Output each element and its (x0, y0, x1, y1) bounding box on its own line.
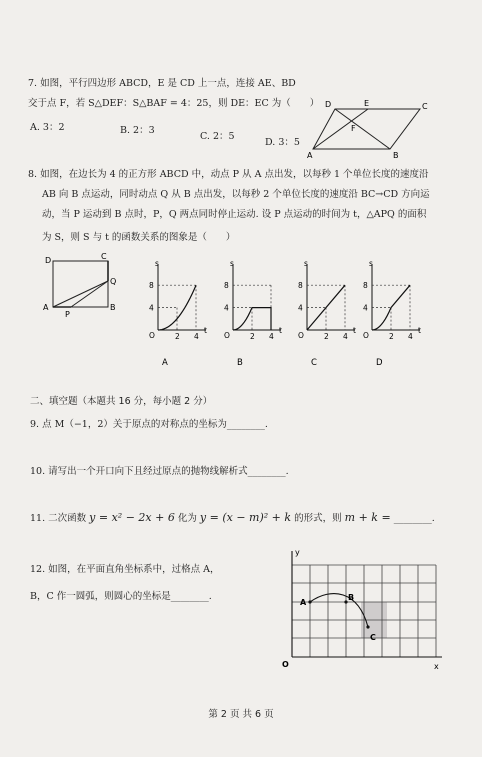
graph-axis-s: s (230, 260, 234, 268)
graph-tick-4: 4 (149, 303, 154, 313)
q7-line1: 7. 如图，平行四边形 ABCD，E 是 CD 上一点，连接 AE、BD (28, 78, 296, 89)
q8-line1: 8. 如图，在边长为 4 的正方形 ABCD 中，动点 P 从 A 点出发，以每秒 1 个单位长度的速度沿 (28, 169, 429, 180)
graph-tick-8: 8 (363, 281, 368, 291)
q8-graph-b (213, 260, 285, 372)
q8-line4: 为 S，则 S 与 t 的函数关系的图象是（ ） (42, 232, 236, 243)
q11-post: 的形式，则 (294, 513, 342, 524)
q8-line3: 动，当 P 运动到 B 点时，P，Q 两点同时停止运动. 设 P 点运动的时间为 t，△APQ 的面积 (42, 209, 427, 220)
q12-label-a: A (300, 598, 307, 607)
page-footer: 第 2 页 共 6 页 (208, 709, 274, 720)
graph-axis-t: t (353, 326, 356, 335)
q7-option-c: C. 2：5 (200, 131, 235, 142)
q12-label-o: O (282, 660, 289, 669)
graph-option-label: B (237, 358, 243, 368)
q11-mid: 化为 (177, 513, 197, 524)
q12-label-c: C (370, 633, 376, 642)
q7-line2: 交于点 F，若 S△DEF：S△BAF = 4：25，则 DE：EC 为（ ） (28, 98, 320, 109)
q7-label-c: C (422, 102, 428, 111)
q9-text: 9. 点 M（−1，2）关于原点的对称点的坐标为________. (30, 419, 268, 430)
q8-label-q: Q (110, 277, 117, 286)
graph-tick-x4: 4 (343, 332, 348, 341)
q11-text (30, 511, 435, 525)
graph-origin: O (224, 331, 230, 340)
graph-axis-t: t (204, 326, 207, 335)
graph-origin: O (363, 331, 369, 340)
graph-axis-s: s (304, 260, 308, 268)
graph-tick-x2: 2 (389, 332, 394, 341)
graph-option-label: D (376, 358, 383, 368)
q12-label-y: y (295, 548, 300, 557)
q11-formula-2: y = (x − m)² + k (199, 511, 292, 524)
graph-tick-x4: 4 (408, 332, 413, 341)
q12-grid-figure (276, 545, 446, 673)
graph-tick-8: 8 (224, 281, 229, 291)
graph-tick-x2: 2 (324, 332, 329, 341)
q7-label-d: D (325, 100, 332, 109)
q11-formula-3: m + k = (344, 511, 391, 524)
q7-label-e: E (364, 99, 370, 108)
q12-line2: B，C 作一圆弧，则圆心的坐标是________. (30, 591, 212, 602)
q7-option-a: A. 3：2 (30, 122, 65, 133)
q7-parallelogram-figure (305, 95, 435, 165)
q11-formula-1: y = x² − 2x + 6 (89, 511, 175, 524)
graph-tick-x4: 4 (194, 332, 199, 341)
q10-text: 10. 请写出一个开口向下且经过原点的抛物线解析式________. (30, 466, 289, 477)
graph-axis-s: s (369, 260, 373, 268)
graph-axis-t: t (279, 326, 282, 335)
q11-blank: ________. (393, 513, 435, 524)
q12-label-x: x (434, 662, 439, 671)
q8-label-p: P (65, 310, 70, 319)
q7-label-a: A (307, 151, 313, 160)
graph-axis-t: t (418, 326, 421, 335)
graph-tick-8: 8 (149, 281, 154, 291)
q8-line2: AB 向 B 点运动，同时动点 Q 从 B 点出发，以每秒 2 个单位长度的速度沿 BC→CD 方向运 (42, 189, 430, 200)
graph-tick-x4: 4 (269, 332, 274, 341)
graph-tick-4: 4 (363, 303, 368, 313)
graph-option-label: A (162, 358, 168, 368)
q12-line1: 12. 如图，在平面直角坐标系中，过格点 A， (30, 564, 220, 575)
graph-tick-8: 8 (298, 281, 303, 291)
graph-option-label: C (311, 358, 317, 368)
q8-square-figure (38, 253, 128, 323)
q11-pre: 11. 二次函数 (30, 513, 87, 524)
graph-tick-x2: 2 (175, 332, 180, 341)
q8-graph-c (287, 260, 359, 372)
graph-tick-x2: 2 (250, 332, 255, 341)
q8-graph-a (138, 260, 210, 372)
graph-axis-s: s (155, 260, 159, 268)
q8-label-a: A (43, 303, 49, 312)
q12-label-b: B (348, 593, 355, 602)
graph-tick-4: 4 (298, 303, 303, 313)
q7-option-d: D. 3：5 (265, 137, 300, 148)
q7-label-f: F (351, 124, 356, 133)
q8-label-b: B (110, 303, 116, 312)
q7-label-b: B (393, 151, 399, 160)
graph-origin: O (298, 331, 304, 340)
q7-option-b: B. 2：3 (120, 125, 155, 136)
graph-tick-4: 4 (224, 303, 229, 313)
q8-graph-d (352, 260, 424, 372)
q8-label-d: D (45, 256, 52, 265)
section2-title: 二、填空题（本题共 16 分，每小题 2 分） (30, 396, 213, 407)
q8-label-c: C (101, 253, 107, 261)
graph-origin: O (149, 331, 155, 340)
